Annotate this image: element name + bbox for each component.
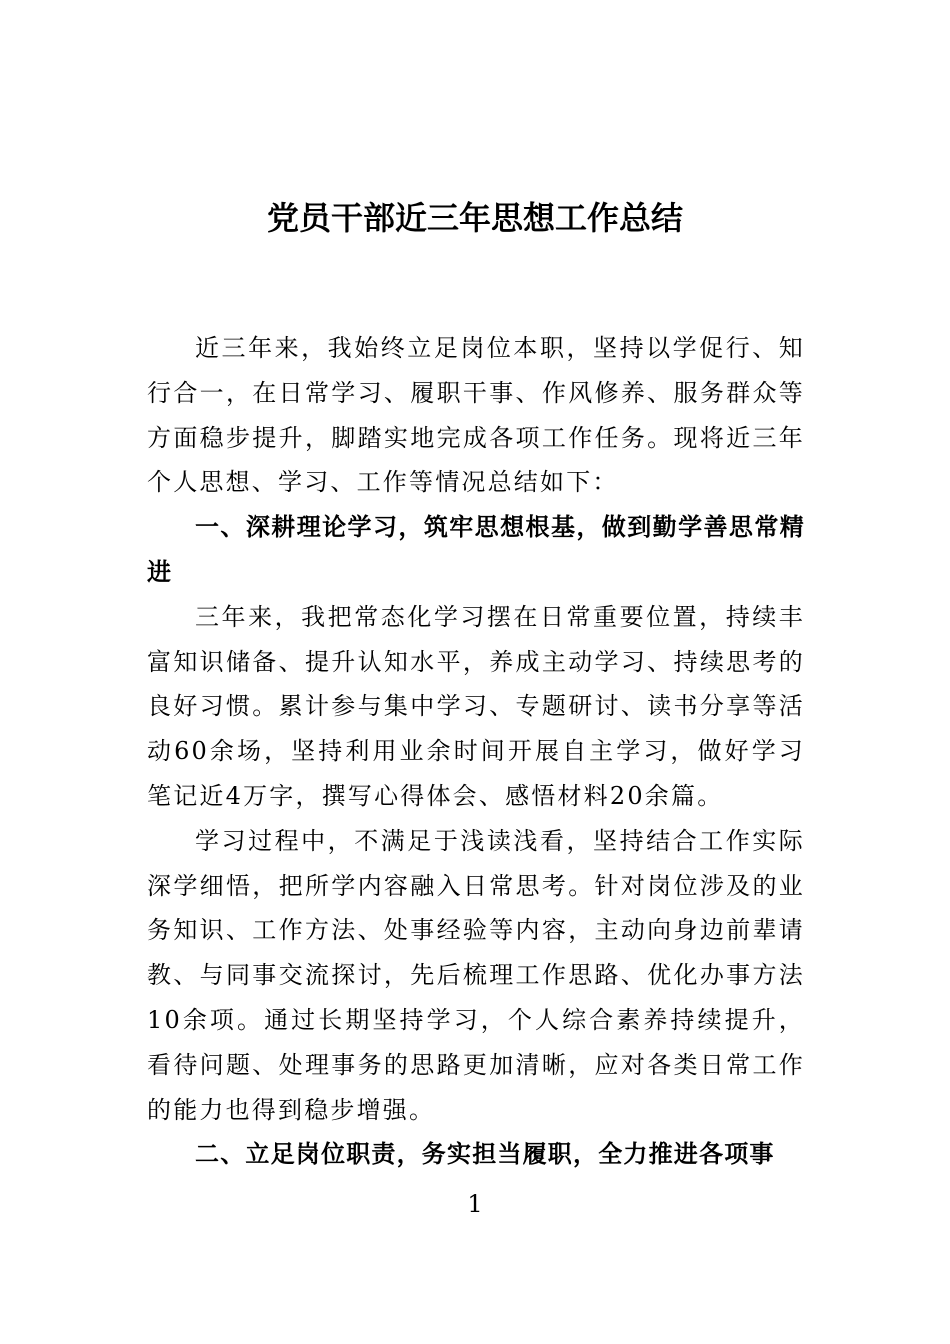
body-paragraph: 学习过程中，不满足于浅读浅看，坚持结合工作实际深学细悟，把所学内容融入日常思考。针对岗位涉及的业务知识、工作方法、处事经验等内容，主动向身边前辈请教、与同事交流探讨，先后梳理工作思路、优化办事方法10余项。通过长期坚持学习，个人综合素养持续提升，看待问题、处理事务的思路更加清晰，应对各类日常工作的能力也得到稳步增强。 <box>147 826 805 1124</box>
page-number: 1 <box>467 1190 483 1218</box>
body-paragraph: 三年来，我把常态化学习摆在日常重要位置，持续丰富知识储备、提升认知水平，养成主动学习、持续思考的良好习惯。累计参与集中学习、专题研讨、读书分享等活动60余场，坚持利用业余时间开展自主学习，做好学习笔记近4万字，撰写心得体会、感悟材料20余篇。 <box>147 602 805 810</box>
intro-paragraph: 近三年来，我始终立足岗位本职，坚持以学促行、知行合一，在日常学习、履职干事、作风修养、服务群众等方面稳步提升，脚踏实地完成各项工作任务。现将近三年个人思想、学习、工作等情况总结如下： <box>147 334 805 497</box>
document-title: 党员干部近三年思想工作总结 <box>266 199 683 237</box>
section-heading-2: 二、立足岗位职责，务实担当履职，全力推进各项事 <box>195 1140 775 1169</box>
section-heading-1: 一、深耕理论学习，筑牢思想根基，做到勤学善思常精进 <box>147 513 805 586</box>
document-body <box>147 326 805 1177</box>
